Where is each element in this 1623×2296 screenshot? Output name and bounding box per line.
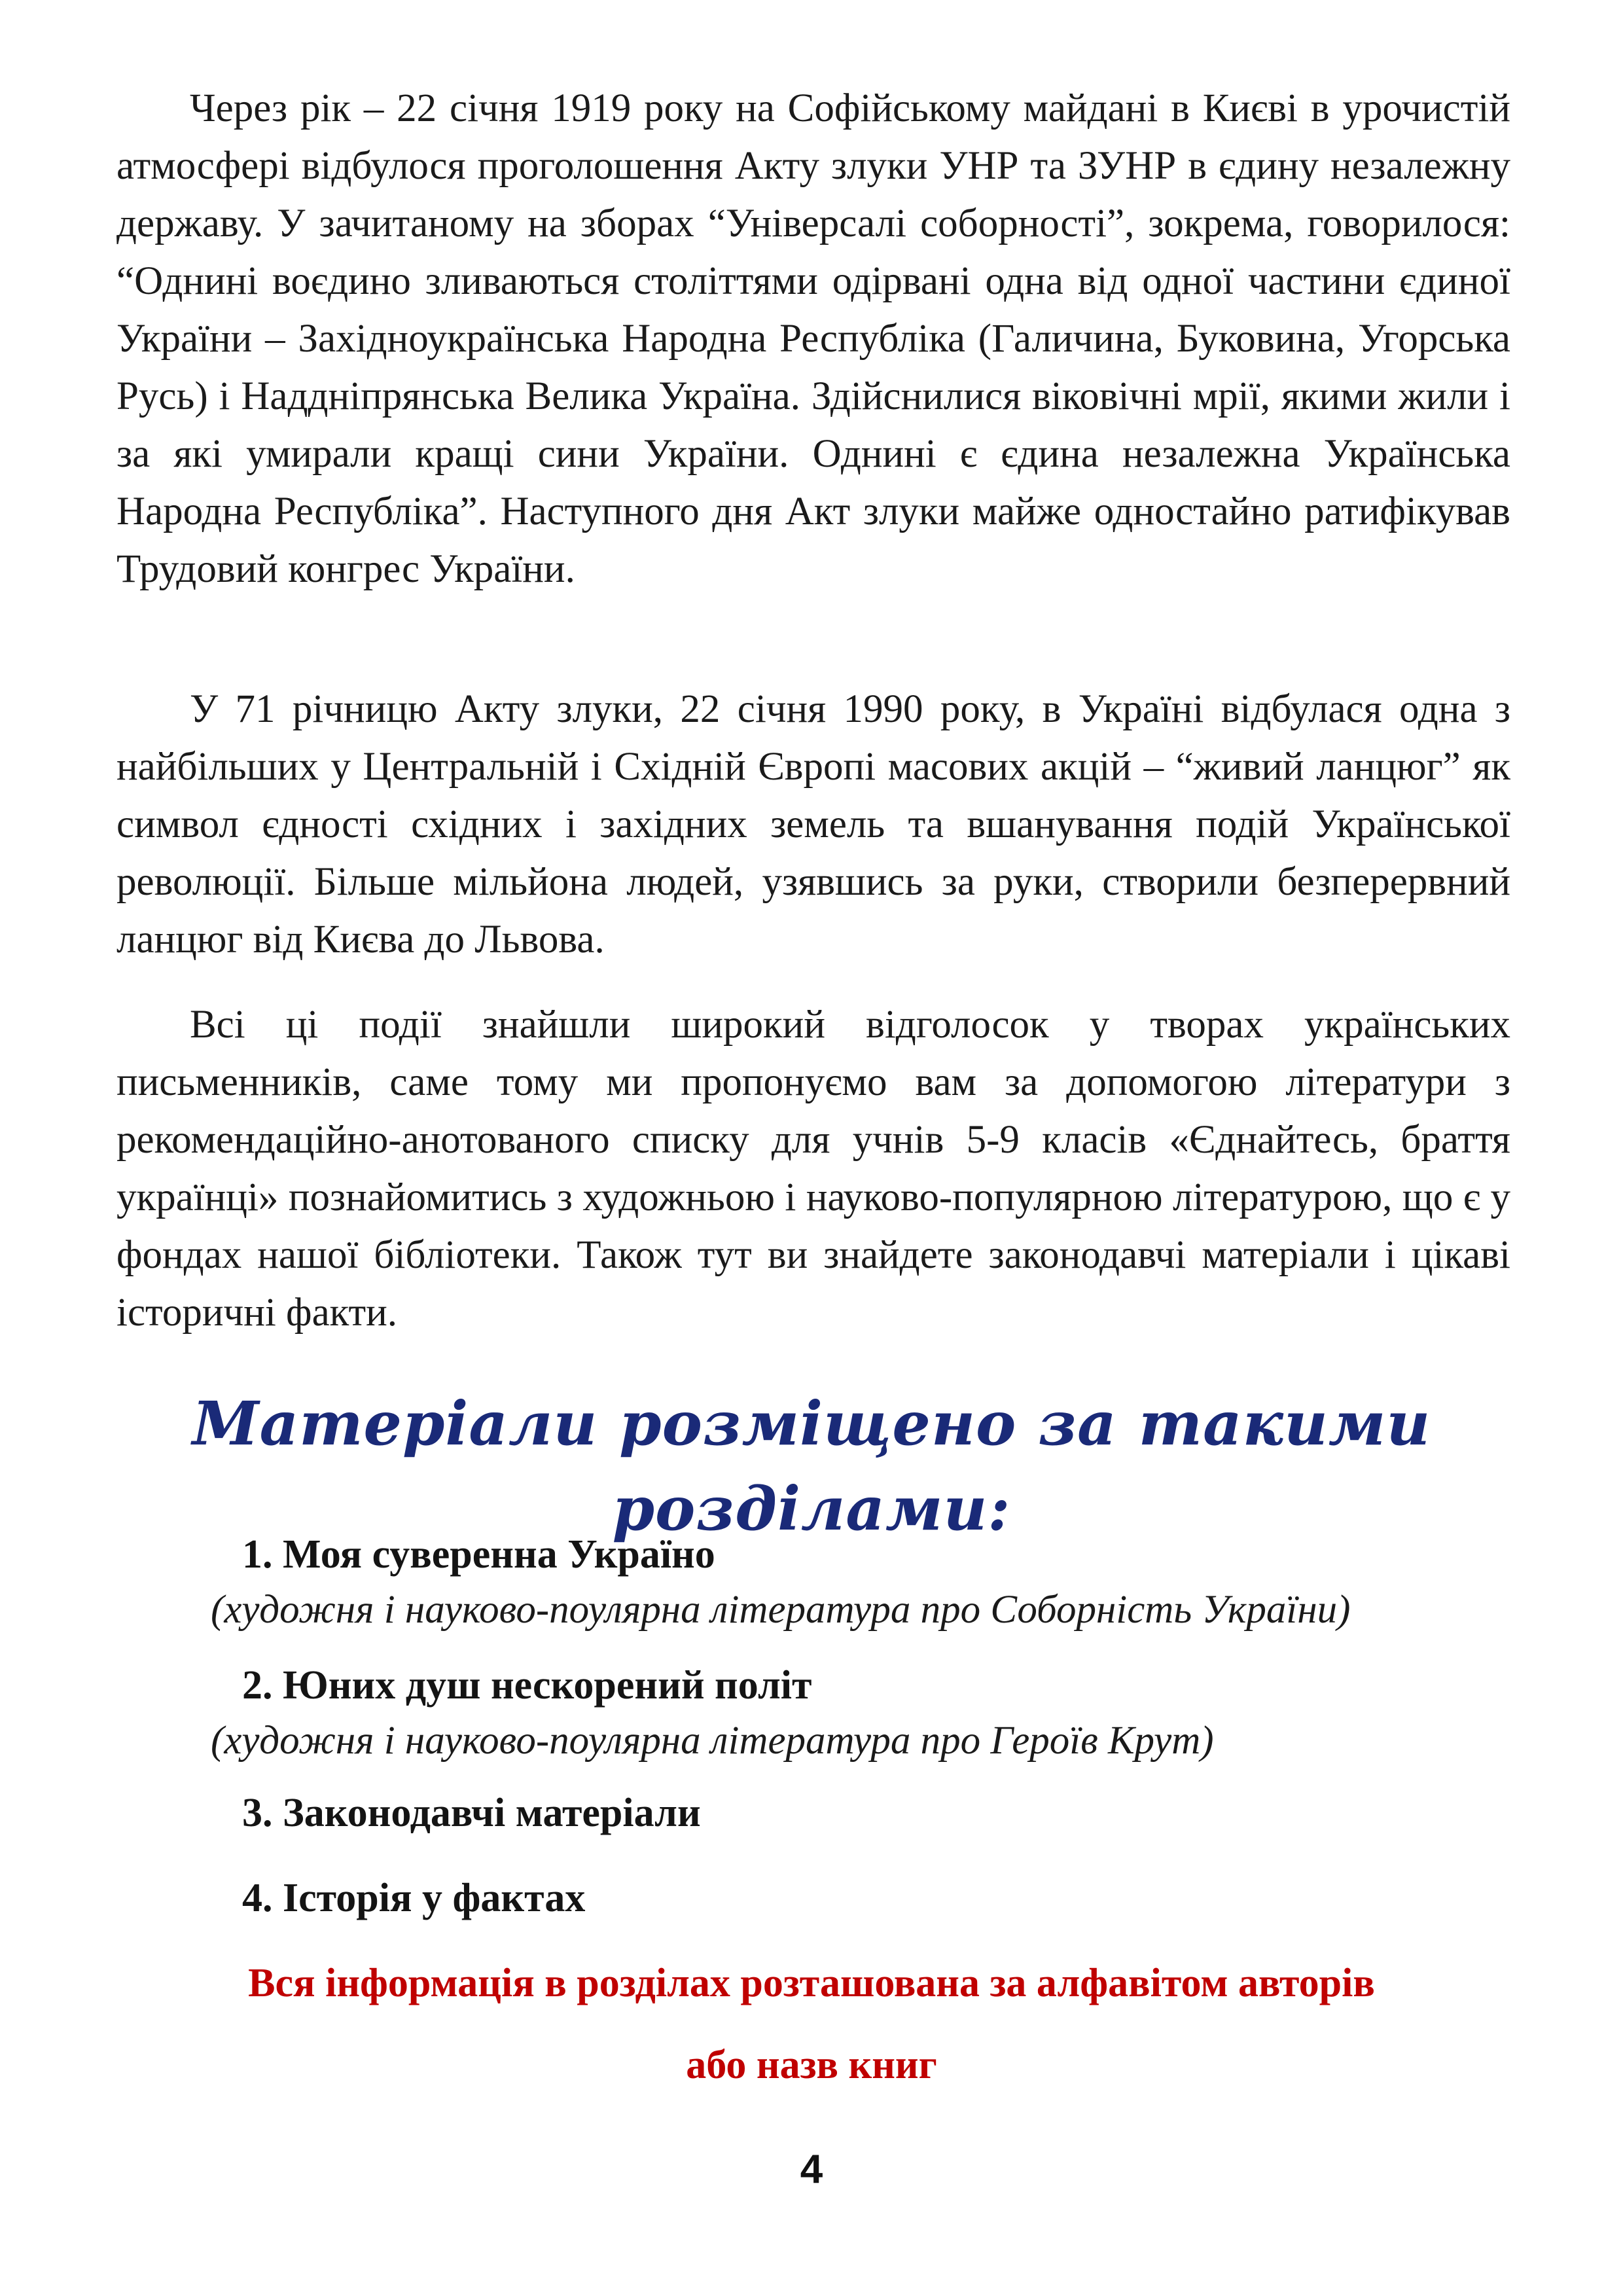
paragraph-act-of-unity: Через рік – 22 січня 1919 року на Софійському майдані в Києві в урочистій атмосфері відбулося проголошення Акту злуки УНР та ЗУНР в єдину незалежну державу. У зачитаному на зборах “Універсалі соборності”, зокрема, говорилося: “Однині воєдино зливаються століттями одірвані одна від одної частини єдиної України – Західноукраїнська Народна Республіка (Галичина, Буковина, Угорська Русь) і Наддніпрянська Велика Україна. Здійснилися віковічні мрії, якими жили і за які умирали кращі сини України. Однині є єдина незалежна Українська Народна Республіка”. Наступного дня Акт злуки майже одностайно ратифікував Трудовий конгрес України. [116, 86, 1510, 591]
sections-title: Матеріали розміщено за такими розділами: [192, 1388, 1431, 1544]
section-2-subtitle: (художня і науково-поулярна література про Героїв Крут) [211, 1719, 1214, 1763]
alphabetical-note-line-2: або назв книг [686, 2043, 937, 2087]
section-3-title: 3. Законодавчі матеріали [242, 1791, 701, 1835]
section-1-title: 1. Моя суверенна Україно [242, 1532, 715, 1577]
section-2-title: 2. Юних душ нескорений політ [242, 1663, 812, 1708]
paragraph-living-chain: У 71 річницю Акту злуки, 22 січня 1990 року, в Україні відбулася одна з найбільших у Центральній і Східній Європі масових акцій – “живий ланцюг” як символ єдності східних і західних земель та вшанування подій Української революції. Більше мільйона людей, узявшись за руки, створили безперервний ланцюг від Києва до Львова. [116, 687, 1510, 961]
page-number: 4 [800, 2147, 823, 2192]
paragraph-literature-list: Всі ці події знайшли широкий відголосок у творах українських письменників, саме тому ми пропонуємо вам за допомогою літератури з рекомендаційно-анотованого списку для учнів 5-9 класів «Єднайтесь, браття українці» познайомитись з художньою і науково-популярною літературою, що є у фондах нашої бібліотеки. Також тут ви знайдете законодавчі матеріали і цікаві історичні факти. [116, 1003, 1510, 1335]
section-1-subtitle: (художня і науково-поулярна література про Соборність України) [211, 1588, 1351, 1632]
section-4-title: 4. Історія у фактах [242, 1876, 586, 1920]
alphabetical-note-line-1: Вся інформація в розділах розташована за алфавітом авторів [248, 1961, 1375, 2005]
